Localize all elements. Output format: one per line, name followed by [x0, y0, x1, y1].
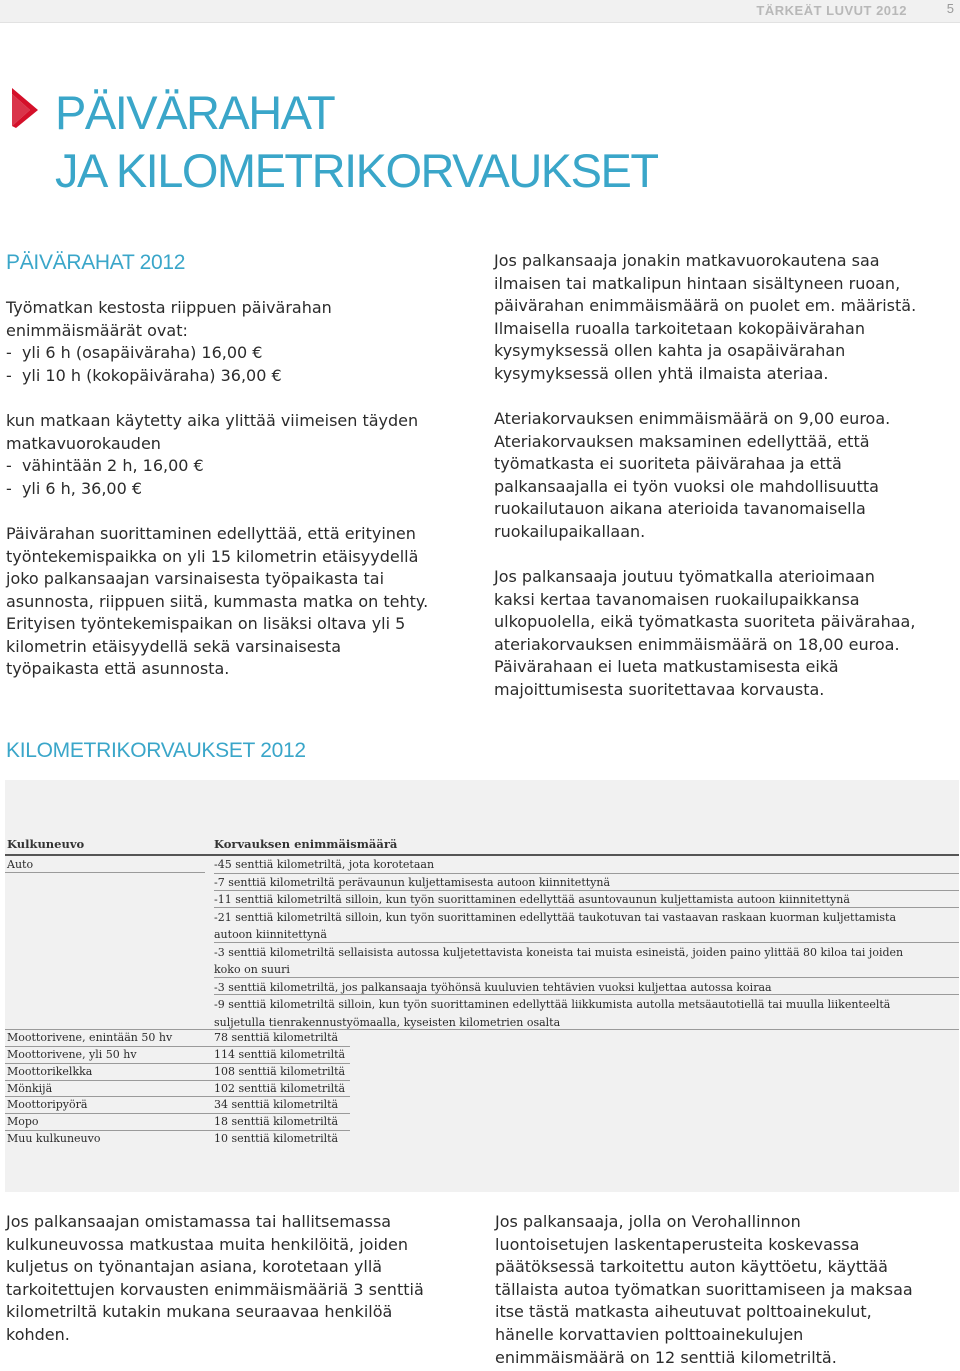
- paragraph-line: palkansaajalla ei työn vuoksi ole mahdollisuutta: [494, 476, 879, 496]
- paragraph-line: hänelle korvattavien polttoainekulujen: [495, 1324, 804, 1344]
- extended-line: matkavuorokauden: [6, 433, 161, 453]
- paragraph-line: kysymyksessä ollen yhtä ilmaista ateriaa.: [494, 363, 829, 383]
- intro-line: Työmatkan kestosta riippuen päivärahan: [6, 298, 332, 317]
- intro-line: enimmäismäärät ovat:: [6, 320, 188, 340]
- paragraph-line: Ateriakorvauksen enimmäismäärä on 9,00 euroa.: [494, 409, 891, 428]
- paragraph-line: päätöksessä tarkoitettu auton käyttöetu, käyttää: [495, 1257, 888, 1277]
- list-item: - vähintään 2 h, 16,00 €: [6, 456, 204, 475]
- table-cell-amount: 10 senttiä kilometriltä: [214, 1132, 339, 1145]
- paragraph-line: kysymyksessä ollen kahta ja osapäivärahan: [494, 341, 846, 360]
- paragraph-line: Ateriakorvauksen maksaminen edellyttää, että: [494, 431, 870, 451]
- bottom-right-paragraph: [495, 1211, 958, 1369]
- paragraph-line: Päivärahaan ei lueta matkustamisesta eikä: [494, 657, 839, 676]
- paragraph-line: ateriakorvauksen enimmäismäärä on 18,00 euroa.: [494, 634, 900, 654]
- paragraph-line: itse tästä matkasta aiheutuvat polttoainekulut,: [495, 1302, 872, 1322]
- list-item: - yli 10 h (kokopäiväraha) 36,00 €: [6, 365, 282, 385]
- auto-line: -45 senttiä kilometriltä, jota korotetaan: [214, 858, 435, 871]
- table-cell-amount: 18 senttiä kilometriltä: [214, 1115, 339, 1128]
- paragraph-line: kuljetus on työnantajan asiana, korotetaan yllä: [6, 1257, 383, 1277]
- table-cell-vehicle: Mönkijä: [7, 1082, 53, 1095]
- paragraph-line: päivärahan enimmäismäärä on puolet em. määristä.: [494, 296, 917, 315]
- paragraph-line: Jos palkansaaja joutuu työmatkalla aterioimaan: [494, 567, 875, 586]
- extended-line: kun matkaan käytetty aika ylittää viimeisen täyden: [6, 411, 419, 430]
- table-cell-vehicle: Mopo: [7, 1115, 39, 1128]
- auto-line: -21 senttiä kilometriltä silloin, kun työn suorittaminen edellyttää taukotuvan tai vastaavan raskaan kuorman kuljettamista: [214, 910, 897, 924]
- paragraph-line: Jos palkansaaja jonakin matkavuorokautena saa: [494, 251, 880, 270]
- condition-line: työpaikasta että asunnosta.: [6, 659, 230, 678]
- list-item: - yli 6 h, 36,00 €: [6, 478, 143, 498]
- paragraph-line: tarkoitettujen korvausten enimmäismääriä 3 senttiä: [6, 1279, 424, 1299]
- paragraph-line: ruokailutauon aikana aterioida tavanomaisella: [494, 499, 866, 518]
- auto-line: suljetulla tienrakennustyömaalla, kyseisten kilometrien osalta: [214, 1015, 561, 1029]
- condition-line: kilometrin etäisyydellä sekä varsinaisesta: [6, 636, 341, 656]
- paragraph-line: enimmäismäärä on 12 senttiä kilometriltä.: [495, 1347, 837, 1367]
- table-cell-vehicle: Auto: [7, 858, 34, 871]
- page-title: [55, 84, 658, 200]
- paragraph-line: luontoisetujen laskentaperusteita koskevassa: [495, 1234, 860, 1254]
- auto-line: autoon kiinnitettynä: [214, 928, 327, 941]
- paragraph-line: kulkuneuvossa matkustaa muita henkilöitä, joiden: [6, 1234, 409, 1254]
- paragraph-line: kaksi kertaa tavanomaisen ruokailupaikkansa: [494, 589, 860, 609]
- paragraph-line: kilometriltä kutakin mukana seuraavaa henkilöä: [6, 1302, 393, 1322]
- paragraph-line: työmatkasta ei suoriteta päivärahaa ja että: [494, 454, 842, 473]
- paragraph-line: tällaista autoa työmatkan suorittamiseen ja maksaa: [495, 1279, 913, 1299]
- auto-line: -9 senttiä kilometriltä silloin, kun työn suorittaminen edellyttää liikkumista autolla metsäautotiellä tai muulla liikenteeltä: [214, 998, 891, 1011]
- table-cell-vehicle: Moottorivene, yli 50 hv: [7, 1048, 137, 1061]
- table-cell-amount: 78 senttiä kilometriltä: [214, 1031, 339, 1044]
- paragraph-line: ruokailupaikallaan.: [494, 521, 646, 541]
- condition-line: työntekemispaikka on yli 15 kilometrin etäisyydellä: [6, 546, 419, 566]
- paragraph-line: kohden.: [6, 1324, 70, 1344]
- kilometrikorvaukset-heading: KILOMETRIKORVAUKSET 2012: [6, 739, 306, 762]
- paragraph-line: ilmaisen tai matkalipun hintaan sisältyneen ruoan,: [494, 273, 901, 293]
- auto-line: -7 senttiä kilometriltä perävaunun kuljettamisesta autoon kiinnitettynä: [214, 875, 611, 889]
- paragraph-line: Jos palkansaaja, jolla on Verohallinnon: [495, 1212, 801, 1231]
- paivarahat-heading: PÄIVÄRAHAT 2012: [6, 251, 186, 274]
- kilometrikorvaukset-table: [5, 780, 959, 1192]
- condition-line: Päivärahan suorittaminen edellyttää, että erityinen: [6, 524, 416, 543]
- table-cell-amount: 114 senttiä kilometriltä: [214, 1048, 346, 1061]
- condition-line: joko palkansaajan varsinaisesta työpaikasta tai: [6, 569, 385, 588]
- list-item: - yli 6 h (osapäiväraha) 16,00 €: [6, 343, 263, 362]
- title-line-2: JA KILOMETRIKORVAUKSET: [55, 144, 658, 197]
- table-cell-amount: [214, 856, 954, 1031]
- table-cell-amount: 34 senttiä kilometriltä: [214, 1098, 339, 1111]
- right-column: [494, 250, 958, 701]
- page-number: 5: [946, 1, 954, 16]
- bottom-left-paragraph: [6, 1211, 476, 1347]
- title-line-1: PÄIVÄRAHAT: [55, 86, 335, 139]
- table-cell-amount: 102 senttiä kilometriltä: [214, 1082, 346, 1095]
- table-cell-amount: 108 senttiä kilometriltä: [214, 1065, 346, 1078]
- auto-line: -11 senttiä kilometriltä silloin, kun työn suorittaminen edellyttää asuntovaunun kuljettamista autoon kiinnitettynä: [214, 893, 850, 906]
- paragraph-line: Ilmaisella ruoalla tarkoitetaan kokopäivärahan: [494, 318, 865, 338]
- page-header: [0, 0, 960, 23]
- paivarahat-column: [6, 297, 476, 681]
- column-header-vehicle: Kulkuneuvo: [7, 837, 85, 851]
- condition-line: Erityisen työntekemispaikan on lisäksi oltava yli 5: [6, 614, 406, 633]
- paragraph-line: ulkopuolella, eikä työmatkasta suoriteta päivärahaa,: [494, 612, 916, 631]
- table-cell-vehicle: Moottorivene, enintään 50 hv: [7, 1031, 173, 1044]
- auto-line: -3 senttiä kilometriltä, jos palkansaaja työhönsä kuuluvien tehtävien vuoksi kuljettaa autossa koiraa: [214, 980, 772, 994]
- paragraph-line: majoittumisesta suoritettavaa korvausta.: [494, 679, 825, 699]
- column-header-amount: Korvauksen enimmäismäärä: [214, 837, 398, 851]
- header-label: TÄRKEÄT LUVUT 2012: [756, 3, 907, 18]
- condition-line: asunnosta, riippuen siitä, kummasta matka on tehty.: [6, 591, 429, 611]
- table-cell-vehicle: Muu kulkuneuvo: [7, 1132, 101, 1145]
- auto-line: koko on suuri: [214, 963, 290, 976]
- title-arrow-icon: [10, 88, 40, 128]
- paragraph-line: Jos palkansaajan omistamassa tai hallitsemassa: [6, 1212, 392, 1231]
- auto-line: -3 senttiä kilometriltä sellaisista autossa kuljetettavista koneista tai muista esineistä, joiden paino ylittää 80 kiloa tai joiden: [214, 945, 904, 959]
- table-cell-vehicle: Moottoripyörä: [7, 1098, 88, 1111]
- table-cell-vehicle: Moottorikelkka: [7, 1065, 93, 1078]
